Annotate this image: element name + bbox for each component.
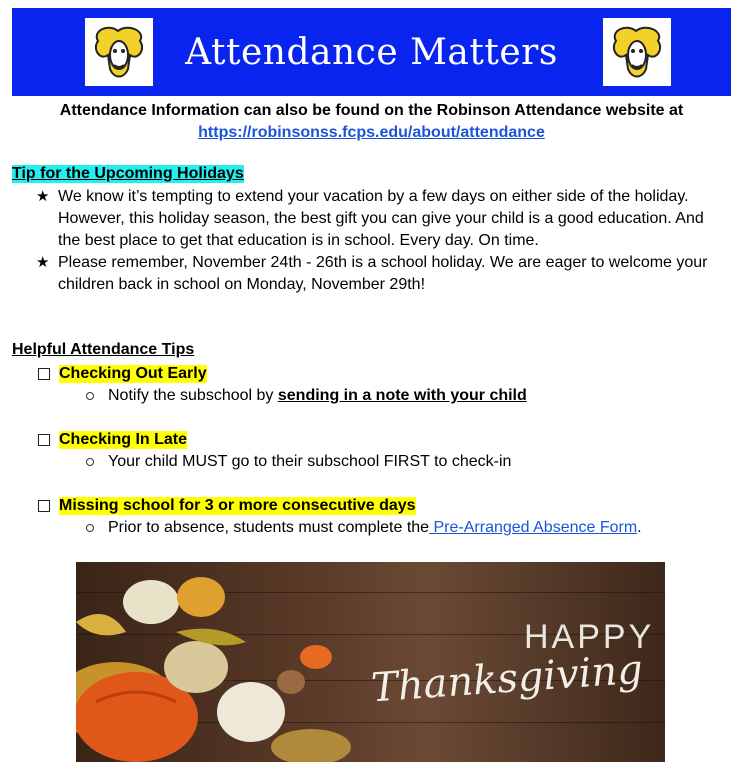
attendance-website-link[interactable]: https://robinsonss.fcps.edu/about/attendance bbox=[198, 124, 545, 141]
list-item bbox=[36, 252, 726, 296]
circle-bullet-icon bbox=[86, 458, 94, 466]
circle-bullet-icon bbox=[86, 524, 94, 532]
holiday-tip-text: We know it’s tempting to extend your vacation by a few days on either side of the holiday. However, this holiday season, the best gift you can give your child is a good education. And the best place to get that education is in school. Every day. On time. bbox=[58, 188, 704, 249]
tip-detail bbox=[86, 387, 527, 405]
tip-detail-emphasis: sending in a note with your child bbox=[277, 387, 527, 404]
tip-heading: Checking Out Early bbox=[59, 365, 207, 382]
tip-detail-suffix: . bbox=[637, 519, 642, 536]
happy-text: HAPPY bbox=[524, 618, 655, 656]
star-bullet-icon: ★ bbox=[36, 254, 50, 271]
star-bullet-icon: ★ bbox=[36, 188, 50, 205]
thanksgiving-image bbox=[76, 562, 665, 762]
circle-bullet-icon bbox=[86, 392, 94, 400]
thanksgiving-script-text: Thanksgiving bbox=[369, 646, 645, 712]
list-item bbox=[36, 186, 726, 252]
attendance-tips-heading: Helpful Attendance Tips bbox=[12, 341, 195, 358]
checkbox-icon bbox=[38, 500, 50, 512]
tip-missing-school bbox=[38, 497, 416, 515]
tip-detail bbox=[86, 519, 642, 537]
tip-detail-text: Notify the subschool by bbox=[108, 387, 278, 404]
ram-mascot-icon bbox=[603, 18, 671, 86]
page-title: Attendance Matters bbox=[185, 31, 558, 73]
pumpkins-illustration bbox=[76, 562, 376, 762]
checkbox-icon bbox=[38, 434, 50, 446]
holiday-tips-list bbox=[36, 186, 726, 296]
ram-mascot-icon bbox=[85, 18, 153, 86]
checkbox-icon bbox=[38, 368, 50, 380]
attendance-info bbox=[12, 100, 731, 144]
tip-checking-in bbox=[38, 431, 187, 449]
holiday-tip-text: Please remember, November 24th - 26th is a school holiday. We are eager to welcome your children back in school on Monday, November 29th! bbox=[58, 254, 708, 293]
tip-checking-out bbox=[38, 365, 207, 383]
tip-detail-text: Your child MUST go to their subschool FIRST to check-in bbox=[108, 453, 512, 470]
tip-heading: Missing school for 3 or more consecutive days bbox=[59, 497, 416, 514]
info-text: Attendance Information can also be found on the Robinson Attendance website at bbox=[59, 102, 684, 119]
tip-detail-text: Prior to absence, students must complete the bbox=[108, 519, 430, 536]
header-banner bbox=[12, 8, 731, 96]
tip-heading: Checking In Late bbox=[59, 431, 188, 448]
tip-detail bbox=[86, 453, 511, 471]
absence-form-link[interactable]: Pre-Arranged Absence Form bbox=[429, 519, 638, 536]
holiday-tips-heading: Tip for the Upcoming Holidays bbox=[12, 165, 244, 182]
